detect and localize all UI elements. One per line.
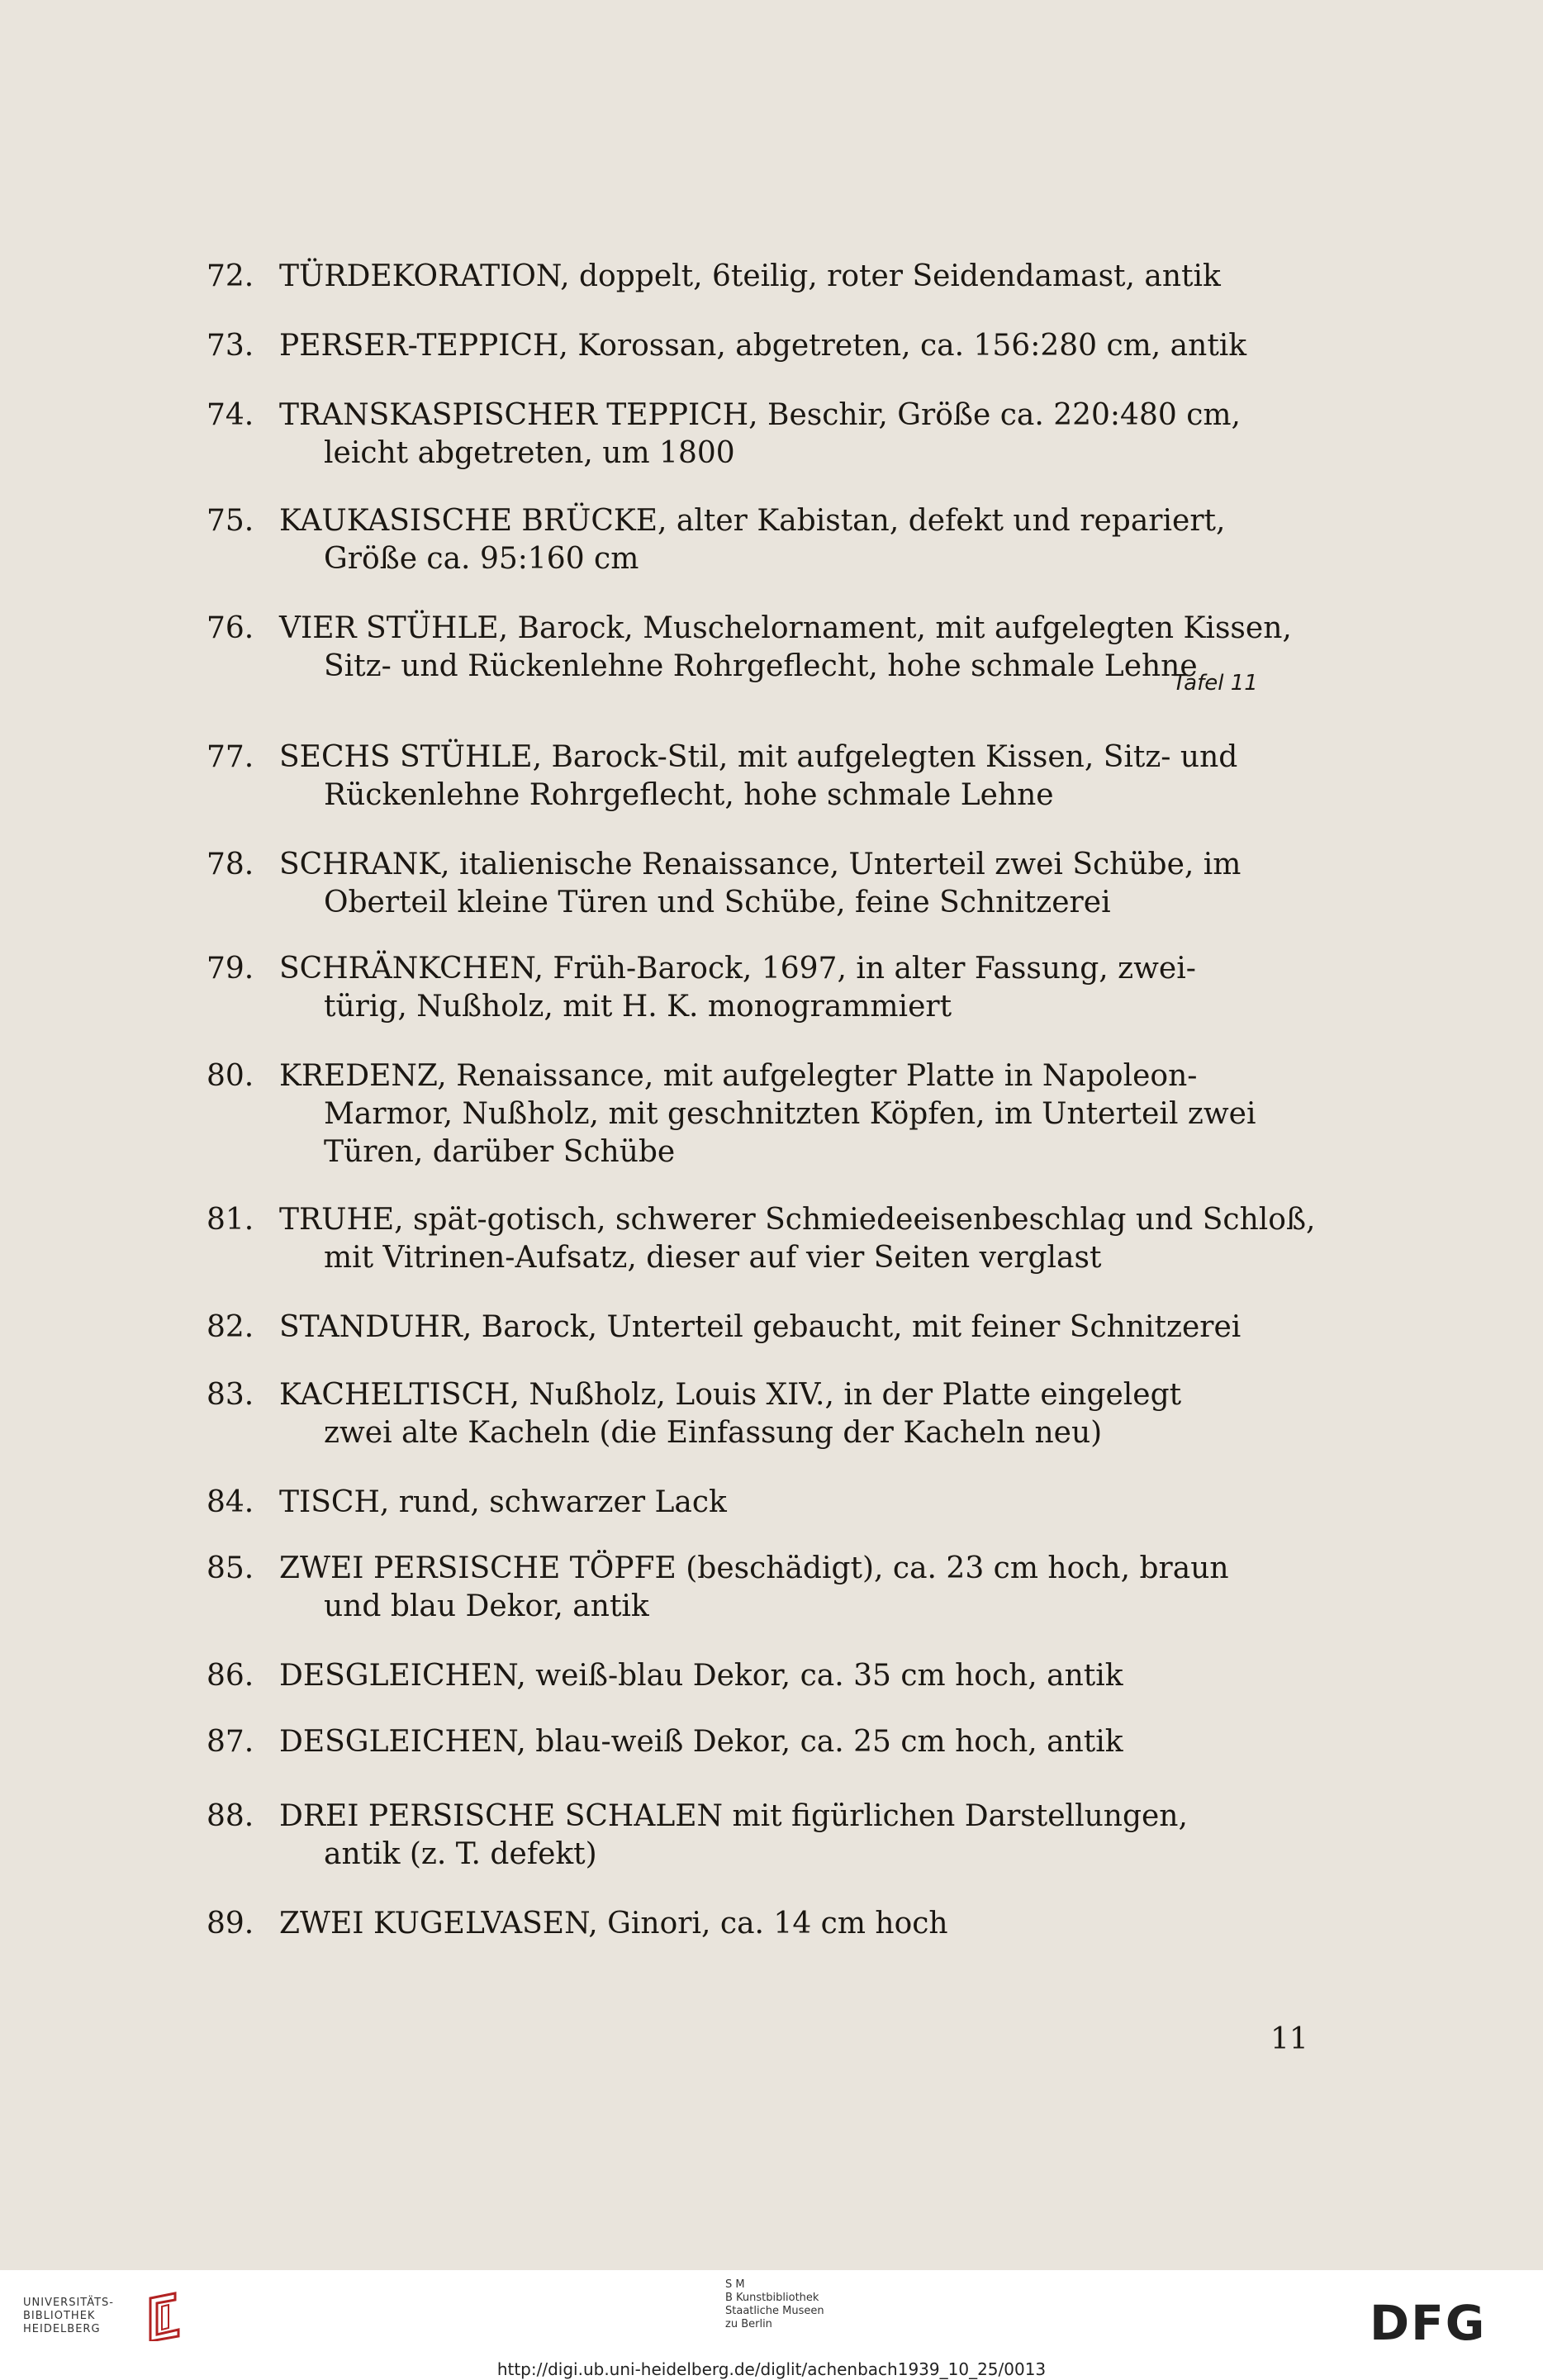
entry-number: 75. [207, 504, 254, 538]
catalogue-entry [207, 739, 1305, 815]
entry-text-line: KACHELTISCH, Nußholz, Louis XIV., in der Platte eingelegt [279, 1378, 1182, 1412]
catalogue-entry [207, 1376, 1305, 1452]
entry-text-line: ZWEI PERSISCHE TÖPFE (beschädigt), ca. 23 cm hoch, braun [279, 1551, 1229, 1585]
entry-number: 84. [207, 1485, 254, 1519]
catalogue-entry [207, 610, 1305, 686]
entry-number: 73. [207, 329, 254, 363]
catalogue-entry [207, 327, 1305, 365]
entry-number: 87. [207, 1725, 254, 1759]
uni-logo-line: HEIDELBERG [23, 2323, 101, 2335]
entry-text-line: türig, Nußholz, mit H. K. monogrammiert [324, 990, 952, 1024]
entry-text-line: Marmor, Nußholz, mit geschnitzten Köpfen, im Unterteil zwei [324, 1097, 1256, 1131]
entry-text-line: Oberteil kleine Türen und Schübe, feine Schnitzerei [324, 886, 1111, 919]
entry-text-line: PERSER-TEPPICH, Korossan, abgetreten, ca. 156:280 cm, antik [279, 329, 1247, 363]
entry-text-line: ZWEI KUGELVASEN, Ginori, ca. 14 cm hoch [279, 1907, 948, 1941]
dfg-logo: DFG [1370, 2295, 1487, 2351]
smb-line: Staatliche Museen [725, 2305, 824, 2317]
entry-text-line: SCHRÄNKCHEN, Früh-Barock, 1697, in alter Fassung, zwei- [279, 952, 1196, 986]
catalogue-entry [207, 397, 1305, 473]
entry-number: 85. [207, 1551, 254, 1585]
entry-text-line: Türen, darüber Schübe [324, 1135, 676, 1169]
entry-text-line: mit Vitrinen-Aufsatz, dieser auf vier Seiten verglast [324, 1241, 1102, 1275]
entry-text-line: TISCH, rund, schwarzer Lack [279, 1485, 727, 1519]
catalogue-entry [207, 1309, 1305, 1347]
smb-line: B Kunstbibliothek [725, 2292, 819, 2304]
entry-number: 74. [207, 398, 254, 432]
plate-reference: Tafel 11 [1173, 671, 1258, 696]
catalogue-entry [207, 1657, 1305, 1695]
entry-text-line: leicht abgetreten, um 1800 [324, 436, 735, 470]
university-library-logo [23, 2297, 114, 2336]
entry-number: 81. [207, 1203, 254, 1237]
uni-logo-line: BIBLIOTHEK [23, 2310, 96, 2322]
entry-number: 77. [207, 740, 254, 774]
source-url-link[interactable]: http://digi.ub.uni-heidelberg.de/diglit/achenbach1939_10_25/0013 [496, 2359, 1047, 2379]
entry-text-line: KREDENZ, Renaissance, mit aufgelegter Platte in Napoleon- [279, 1059, 1198, 1093]
entry-text-line: VIER STÜHLE, Barock, Muschelornament, mit aufgelegten Kissen, [279, 611, 1292, 645]
entry-text-line: DESGLEICHEN, blau-weiß Dekor, ca. 25 cm hoch, antik [279, 1725, 1123, 1759]
entry-text-line: Größe ca. 95:160 cm [324, 542, 639, 576]
catalogue-entry [207, 1723, 1305, 1761]
entry-text-line: Rückenlehne Rohrgeflecht, hohe schmale Lehne [324, 778, 1054, 812]
catalogue-entry [207, 950, 1305, 1026]
catalogue-entry [207, 1905, 1305, 1943]
entry-number: 88. [207, 1799, 254, 1833]
smb-kunstbibliothek-logo [725, 2278, 824, 2331]
catalogue-entry [207, 1798, 1305, 1874]
entry-number: 82. [207, 1310, 254, 1344]
entry-number: 86. [207, 1659, 254, 1693]
entry-text-line: und blau Dekor, antik [324, 1589, 649, 1623]
entry-text-line: STANDUHR, Barock, Unterteil gebaucht, mit feiner Schnitzerei [279, 1310, 1242, 1344]
entry-number: 79. [207, 952, 254, 986]
catalogue-entry [207, 1550, 1305, 1626]
entry-text-line: DREI PERSISCHE SCHALEN mit figürlichen Darstellungen, [279, 1799, 1188, 1833]
uni-logo-line: UNIVERSITÄTS- [23, 2297, 114, 2309]
library-mark-icon [142, 2292, 187, 2341]
entry-number: 83. [207, 1378, 254, 1412]
smb-line: S M [725, 2278, 745, 2291]
entry-text-line: TRUHE, spät-gotisch, schwerer Schmiedeeisenbeschlag und Schloß, [279, 1203, 1316, 1237]
page-number: 11 [1270, 2022, 1308, 2056]
catalogue-entry [207, 258, 1305, 296]
entry-number: 72. [207, 259, 254, 293]
entry-text-line: TRANSKASPISCHER TEPPICH, Beschir, Größe ca. 220:480 cm, [279, 398, 1241, 432]
entry-text-line: TÜRDEKORATION, doppelt, 6teilig, roter Seidendamast, antik [279, 259, 1221, 293]
catalogue-entry [207, 1057, 1305, 1171]
catalogue-entry [207, 846, 1305, 922]
entry-text-line: antik (z. T. defekt) [324, 1837, 597, 1871]
entry-number: 76. [207, 611, 254, 645]
entry-text-line: SCHRANK, italienische Renaissance, Unterteil zwei Schübe, im [279, 848, 1242, 881]
entry-text-line: Sitz- und Rückenlehne Rohrgeflecht, hohe schmale Lehne [324, 649, 1198, 683]
entry-text-line: SECHS STÜHLE, Barock-Stil, mit aufgelegten Kissen, Sitz- und [279, 740, 1238, 774]
catalogue-entry [207, 502, 1305, 578]
entry-text-line: zwei alte Kacheln (die Einfassung der Kacheln neu) [324, 1416, 1103, 1450]
digitization-footer [0, 2270, 1543, 2380]
catalogue-entry [207, 1484, 1305, 1522]
entry-number: 80. [207, 1059, 254, 1093]
entry-number: 89. [207, 1907, 254, 1941]
catalogue-entry [207, 1201, 1316, 1277]
entry-text-line: DESGLEICHEN, weiß-blau Dekor, ca. 35 cm hoch, antik [279, 1659, 1123, 1693]
smb-line: zu Berlin [725, 2318, 772, 2330]
entry-text-line: KAUKASISCHE BRÜCKE, alter Kabistan, defekt und repariert, [279, 504, 1226, 538]
entry-number: 78. [207, 848, 254, 881]
